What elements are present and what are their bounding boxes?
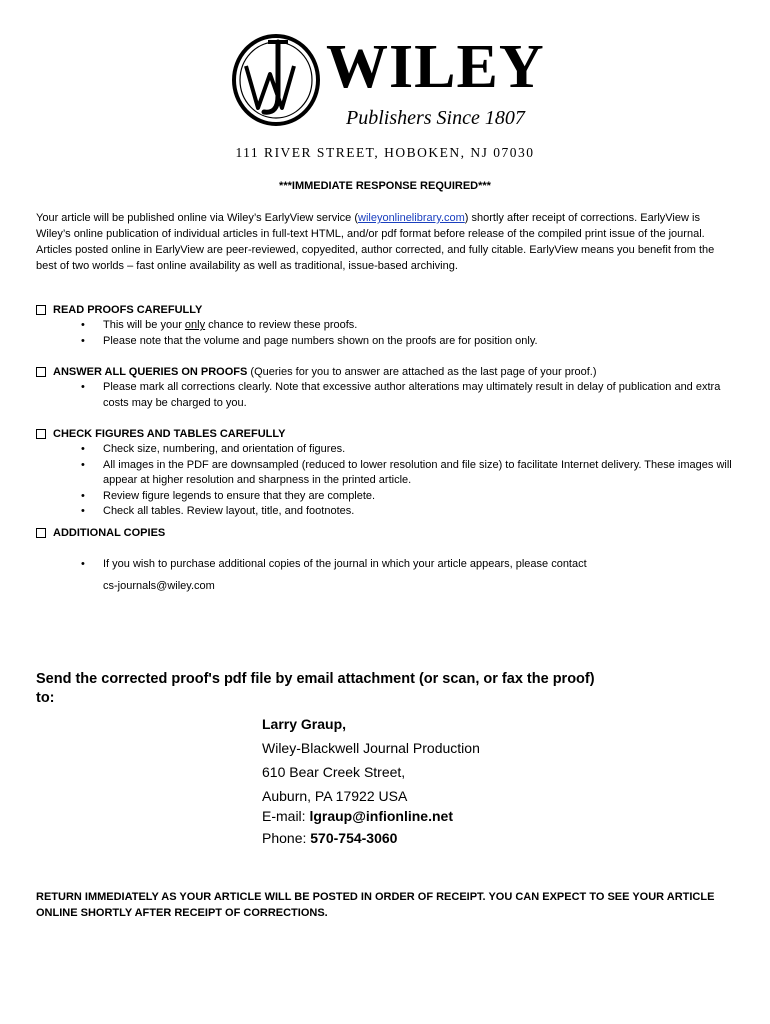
section-heading (36, 426, 736, 442)
section-title: ANSWER ALL QUERIES ON PROOFS (53, 366, 248, 378)
list-item-text: Review figure legends to ensure that they are complete. (103, 489, 376, 502)
intro-text-start: Your article will be published online via Wiley’s EarlyView service ( (36, 212, 358, 224)
email-label: E-mail: (262, 808, 310, 824)
list-item (36, 557, 736, 573)
section-title: CHECK FIGURES AND TABLES CAREFULLY (53, 428, 286, 440)
contact-email-line (262, 806, 662, 826)
list-item-text: All images in the PDF are downsampled (reduced to lower resolution and file size) to facilitate Internet delivery. These images will appear at higher resolution and sharpness in the printed article. (103, 458, 732, 486)
list-item-text: Check all tables. Review layout, title, and footnotes. (103, 505, 355, 517)
list-item-text: If you wish to purchase additional copies of the journal in which your article appears, please contact (103, 558, 587, 570)
contact-street: 610 Bear Creek Street, (262, 764, 406, 780)
intro-paragraph (36, 210, 736, 274)
contact-email[interactable]: lgraup@infionline.net (309, 808, 453, 824)
checkbox-icon[interactable] (36, 367, 46, 377)
contact-name: Larry Graup, (262, 716, 347, 732)
section-heading (36, 525, 736, 541)
section-read-proofs (36, 302, 736, 349)
wileyonlinelibrary-link[interactable]: wileyonlinelibrary.com (358, 212, 465, 224)
list-item (36, 318, 736, 334)
send-instructions: Send the corrected proof's pdf file by email attachment (or scan, or fax the proof) to: (36, 671, 595, 706)
section-title: ADDITIONAL COPIES (53, 527, 166, 539)
contact-phone: 570-754-3060 (310, 830, 398, 846)
list-item-text: Please note that the volume and page numbers shown on the proofs are for position only. (103, 334, 538, 347)
wiley-jw-seal-icon (228, 30, 324, 126)
checkbox-icon[interactable] (36, 429, 46, 439)
list-item-text: Please mark all corrections clearly. Note that excessive author alterations may ultimately result in delay of publication and extra costs may be charged to you. (103, 381, 721, 409)
publisher-address: 111 RIVER STREET, HOBOKEN, NJ 07030 (235, 145, 535, 160)
list-item (36, 458, 736, 489)
list-item (36, 489, 736, 505)
contact-city: Auburn, PA 17922 USA (262, 788, 408, 804)
intro-text-end: ) shortly after receipt of corrections. EarlyView is Wiley’s online publication of individual articles in full-text HTML, and/or pdf format before release of the compiled print issue of the journal. Articles posted online in EarlyView are peer-reviewed, copyedited, author corrected, and fully citable. EarlyView means you benefit from the best of two worlds – fast online availability as well as traditional, issue-based archiving. (36, 212, 715, 272)
section-title: READ PROOFS CAREFULLY (53, 304, 203, 316)
checkbox-icon[interactable] (36, 305, 46, 315)
checkbox-icon[interactable] (36, 528, 46, 538)
section-heading (36, 302, 736, 318)
list-item-text: This will be your (103, 319, 185, 331)
section-heading (36, 364, 736, 380)
list-item-text: Check size, numbering, and orientation of figures. (103, 443, 346, 455)
return-notice: RETURN IMMEDIATELY AS YOUR ARTICLE WILL BE POSTED IN ORDER OF RECEIPT. YOU CAN EXPECT TO SEE YOUR ARTICLE ONLINE SHORTLY AFTER RECEIPT OF CORRECTIONS. (36, 891, 715, 919)
phone-label: Phone: (262, 830, 311, 846)
list-item-text: chance to review these proofs. (205, 319, 358, 331)
section-answer-queries (36, 364, 736, 411)
list-item (36, 380, 736, 411)
contact-block (262, 712, 662, 848)
emphasis-only: only (184, 319, 206, 331)
wiley-logo (228, 30, 548, 135)
immediate-response-notice: ***IMMEDIATE RESPONSE REQUIRED*** (279, 180, 491, 192)
logo-tagline: Publishers Since 1807 (346, 107, 525, 129)
section-note: (Queries for you to answer are attached as the last page of your proof.) (247, 366, 597, 378)
cs-journals-email: cs-journals@wiley.com (103, 579, 215, 592)
list-item (36, 442, 736, 458)
section-additional-copies (36, 525, 736, 594)
list-item (36, 504, 736, 520)
contact-phone-line (262, 828, 662, 848)
contact-org: Wiley-Blackwell Journal Production (262, 740, 480, 756)
logo-wordmark: WILEY (326, 33, 545, 101)
section-check-figures (36, 426, 736, 520)
list-item (36, 334, 736, 350)
